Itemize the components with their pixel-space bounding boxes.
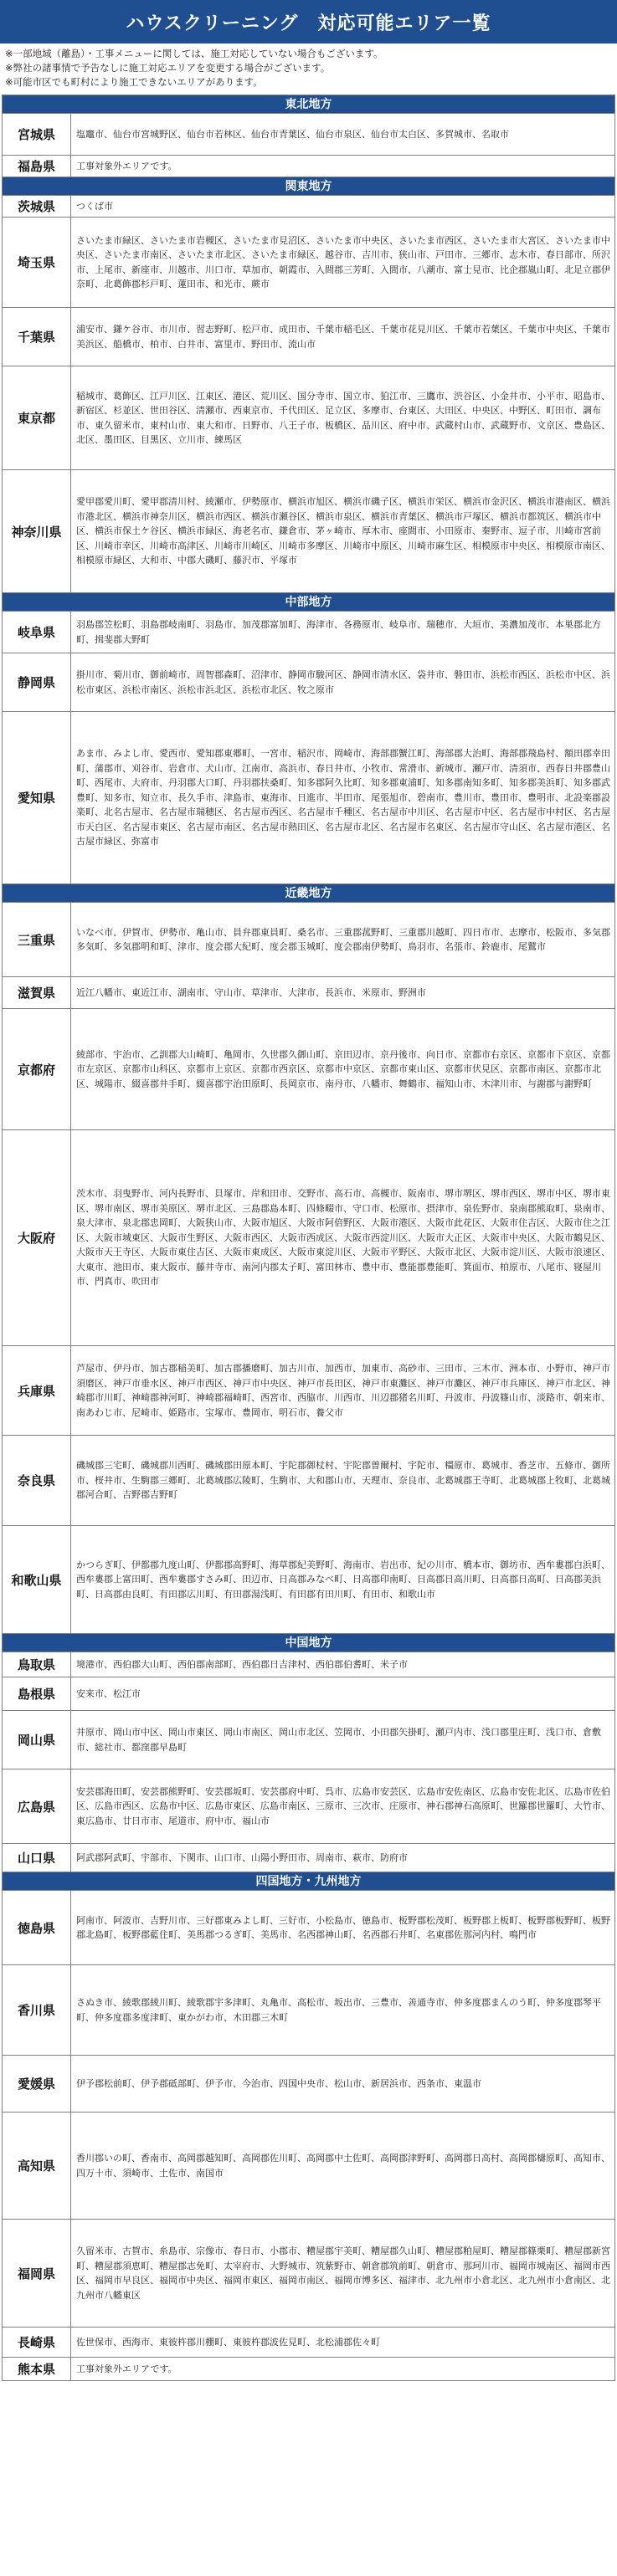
prefecture-name: 東京都 xyxy=(3,366,71,470)
prefecture-name: 神奈川県 xyxy=(3,470,71,593)
city-list: 磯城郡三宅町、磯城郡川西町、磯城郡田原本町、宇陀郡御杖村、宇陀郡曽爾村、宇陀市、橿原市、葛城市、香芝市、五條市、御所市、桜井市、生駒郡三郷町、北葛城郡広陵町、生駒市、大和郡山市、天理市、奈良市、北葛城郡王寺町、北葛城郡上牧町、北葛城郡河合町、吉野郡吉野町 xyxy=(71,1436,615,1526)
city-list: 井原市、岡山市中区、岡山市東区、岡山市南区、岡山市北区、笠岡市、小田郡矢掛町、瀬戸内市、浅口郡里庄町、浅口市、倉敷市、総社市、都窪郡早島町 xyxy=(71,1711,615,1769)
region-header-row xyxy=(3,1634,615,1652)
table-row xyxy=(3,1844,615,1872)
area-table xyxy=(2,95,615,2381)
region-header: 関東地方 xyxy=(3,177,615,196)
region-header-row xyxy=(3,884,615,903)
region-header: 中国地方 xyxy=(3,1634,615,1652)
region-header-row xyxy=(3,177,615,196)
region-header: 近畿地方 xyxy=(3,884,615,903)
table-row xyxy=(3,653,615,712)
region-header-row xyxy=(3,95,615,114)
city-list: 工事対象外エリアです。 xyxy=(71,156,615,177)
prefecture-name: 山口県 xyxy=(3,1844,71,1872)
table-row xyxy=(3,2220,615,2328)
city-list: つくば市 xyxy=(71,196,615,218)
table-row xyxy=(3,1769,615,1844)
city-list: 掛川市、菊川市、御前崎市、周智郡森町、沼津市、静岡市駿河区、静岡市清水区、袋井市、磐田市、浜松市西区、浜松市中区、浜松市東区、浜松市南区、浜松市浜北区、浜松市北区、牧之原市 xyxy=(71,653,615,712)
notes-block xyxy=(0,44,617,95)
table-row xyxy=(3,1891,615,1965)
table-row xyxy=(3,612,615,653)
city-list: 塩竈市、仙台市宮城野区、仙台市若林区、仙台市青葉区、仙台市泉区、仙台市太白区、多賀城市、名取市 xyxy=(71,114,615,156)
prefecture-name: 滋賀県 xyxy=(3,977,71,1009)
prefecture-name: 長崎県 xyxy=(3,2328,71,2358)
city-list: 阿南市、阿波市、吉野川市、三好郡東みよし町、三好市、小松島市、徳島市、板野郡松茂町、板野郡上板町、板野郡板野町、板野郡北島町、板野郡藍住町、美馬郡つるぎ町、美馬市、名西郡神山町、名西郡石井町、名東郡佐那河内村、鳴門市 xyxy=(71,1891,615,1965)
prefecture-name: 岡山県 xyxy=(3,1711,71,1769)
city-list: あま市、みよし市、愛西市、愛知郡東郷町、一宮市、稲沢市、岡崎市、海部郡蟹江町、海部郡大治町、海部郡飛島村、額田郡幸田町、蒲郡市、刈谷市、岩倉市、犬山市、江南市、高浜市、春日井市、小牧市、常滑市、新城市、瀬戸市、清須市、西春日井郡豊山町、西尾市、大府市、丹羽郡大口町、丹羽郡扶桑町、知多郡阿久比町、知多郡東浦町、知多郡南知多町、知多郡美浜町、知多郡武豊町、知多市、知立市、長久手市、津島市、東海市、日進市、半田市、尾張旭市、碧南市、豊川市、豊田市、豊明市、北設楽郡設楽町、北名古屋市、名古屋市瑞穂区、名古屋市西区、名古屋市千種区、名古屋市中川区、名古屋市中区、名古屋市中村区、名古屋市天白区、名古屋市東区、名古屋市南区、名古屋市熱田区、名古屋市北区、名古屋市名東区、名古屋市守山区、名古屋市港区、名古屋市緑区、弥富市 xyxy=(71,712,615,884)
table-row xyxy=(3,1677,615,1711)
table-row xyxy=(3,903,615,977)
table-row xyxy=(3,2358,615,2381)
city-list: 佐世保市、西海市、東彼杵郡川棚町、東彼杵郡波佐見町、北松浦郡佐々町 xyxy=(71,2328,615,2358)
prefecture-name: 愛知県 xyxy=(3,712,71,884)
table-row xyxy=(3,366,615,470)
table-row xyxy=(3,156,615,177)
table-row xyxy=(3,977,615,1009)
table-row xyxy=(3,712,615,884)
table-row xyxy=(3,2113,615,2220)
city-list: さぬき市、綾歌郡綾川町、綾歌郡宇多津町、丸亀市、高松市、坂出市、三豊市、善通寺市、仲多度郡まんのう町、仲多度郡琴平町、仲多度郡多度津町、東かがわ市、木田郡三木町 xyxy=(71,1965,615,2056)
city-list: かつらぎ町、伊都郡九度山町、伊都郡高野町、海草郡紀美野町、海南市、岩出市、紀の川市、橋本市、御坊市、西牟婁郡白浜町、西牟婁郡上富田町、西牟婁郡すさみ町、田辺市、日高郡みなべ町、日高郡印南町、日高郡日高川町、日高郡日高町、日高郡美浜町、日高郡由良町、有田郡広川町、有田郡湯浅町、有田郡有田川町、有田市、和歌山市 xyxy=(71,1526,615,1634)
city-list: 羽島郡笠松町、羽島郡岐南町、羽島市、加茂郡富加町、海津市、各務原市、岐阜市、瑞穂市、大垣市、美濃加茂市、本巣郡北方町、揖斐郡大野町 xyxy=(71,612,615,653)
city-list: 近江八幡市、東近江市、湖南市、守山市、草津市、大津市、長浜市、米原市、野洲市 xyxy=(71,977,615,1009)
table-row xyxy=(3,2328,615,2358)
note-line: ※可能市区でも町村により施工できないエリアがあります。 xyxy=(5,76,263,88)
city-list: 綾部市、宇治市、乙訓郡大山崎町、亀岡市、久世郡久御山町、京田辺市、京丹後市、向日市、京都市右京区、京都市下京区、京都市左京区、京都市山科区、京都市上京区、京都市西京区、京都市中京区、京都市東山区、京都市伏見区、京都市南区、京都市北区、城陽市、綴喜郡井手町、綴喜郡宇治田原町、長岡京市、南丹市、八幡市、舞鶴市、福知山市、木津川市、与謝郡与謝野町 xyxy=(71,1009,615,1130)
prefecture-name: 徳島県 xyxy=(3,1891,71,1965)
region-header-row xyxy=(3,1872,615,1891)
table-row xyxy=(3,218,615,308)
city-list: 阿武郡阿武町、宇部市、下関市、山口市、山陽小野田市、周南市、萩市、防府市 xyxy=(71,1844,615,1872)
table-row xyxy=(3,1711,615,1769)
table-row xyxy=(3,1965,615,2056)
region-header-row xyxy=(3,593,615,612)
prefecture-name: 鳥取県 xyxy=(3,1652,71,1677)
city-list: 浦安市、鎌ケ谷市、市川市、習志野町、松戸市、成田市、千葉市稲毛区、千葉市花見川区、千葉市若葉区、千葉市中央区、千葉市美浜区、船橋市、柏市、白井市、富里市、野田市、流山市 xyxy=(71,308,615,366)
note-line: ※弊社の諸事情で予告なしに施工対応エリアを変更する場合がございます。 xyxy=(5,62,331,74)
prefecture-name: 広島県 xyxy=(3,1769,71,1844)
prefecture-name: 京都府 xyxy=(3,1009,71,1130)
city-list: 久留米市、古賀市、糸島市、宗像市、春日市、小郡市、糟屋郡宇美町、糟屋郡久山町、糟屋郡粕屋町、糟屋郡篠栗町、糟屋郡新宮町、糟屋郡須恵町、糟屋郡志免町、太宰府市、大野城市、筑紫野市、朝倉郡筑前町、朝倉市、那珂川市、福岡市城南区、福岡市西区、福岡市早良区、福岡市中央区、福岡市東区、福岡市南区、福岡市博多区、福津市、北九州市小倉北区、北九州市小倉南区、北九州市八幡東区 xyxy=(71,2220,615,2328)
city-list: 安芸郡海田町、安芸郡熊野町、安芸郡坂町、安芸郡府中町、呉市、広島市安芸区、広島市安佐南区、広島市安佐北区、広島市佐伯区、広島市西区、広島市中区、広島市東区、広島市南区、三原市、三次市、庄原市、神石郡神石高原町、世羅郡世羅町、大竹市、東広島市、廿日市市、尾道市、府中市、福山市 xyxy=(71,1769,615,1844)
city-list: さいたま市緑区、さいたま市岩槻区、さいたま市見沼区、さいたま市中央区、さいたま市西区、さいたま市大宮区、さいたま市中央区、さいたま市南区、さいたま市北区、さいたま市緑区、越谷市、吉川市、狭山市、戸田市、三郷市、志木市、春日部市、所沢市、上尾市、新座市、川越市、川口市、草加市、朝霞市、入間郡三芳町、入間市、八潮市、富士見市、比企郡嵐山町、北足立郡伊奈町、北葛飾郡杉戸町、蓮田市、和光市、蕨市 xyxy=(71,218,615,308)
note-line: ※一部地域（離島）・工事メニューに関しては、施工対応していない場合もございます。 xyxy=(5,48,383,59)
table-row xyxy=(3,2056,615,2113)
prefecture-name: 高知県 xyxy=(3,2113,71,2220)
page-title: ハウスクリーニング 対応可能エリア一覧 xyxy=(0,0,617,44)
prefecture-name: 福島県 xyxy=(3,156,71,177)
city-list: 愛甲郡愛川町、愛甲郡清川村、綾瀬市、伊勢原市、横浜市旭区、横浜市磯子区、横浜市栄区、横浜市金沢区、横浜市港南区、横浜市港北区、横浜市神奈川区、横浜市西区、横浜市瀬谷区、横浜市泉区、横浜市青葉区、横浜市戸塚区、横浜市都筑区、横浜市中区、横浜市保土ケ谷区、横浜市緑区、海老名市、鎌倉市、茅ヶ崎市、厚木市、座間市、小田原市、秦野市、逗子市、川崎市宮前区、川崎市幸区、川崎市高津区、川崎市川崎区、川崎市多摩区、川崎市中原区、川崎市麻生区、相模原市中央区、相模原市南区、相模原市緑区、大和市、中郡大磯町、藤沢市、平塚市 xyxy=(71,470,615,593)
region-header: 東北地方 xyxy=(3,95,615,114)
prefecture-name: 熊本県 xyxy=(3,2358,71,2381)
city-list: いなべ市、伊賀市、伊勢市、亀山市、員弁郡東員町、桑名市、三重郡菰野町、三重郡川越町、四日市市、志摩市、松阪市、多気郡多気町、多気郡明和町、津市、度会郡大紀町、度会郡玉城町、度会郡南伊勢町、鳥羽市、名張市、鈴鹿市、尾鷲市 xyxy=(71,903,615,977)
prefecture-name: 茨城県 xyxy=(3,196,71,218)
city-list: 伊予郡松前町、伊予郡砥部町、伊予市、今治市、四国中央市、松山市、新居浜市、西条市、東温市 xyxy=(71,2056,615,2113)
table-row xyxy=(3,1346,615,1436)
city-list: 茨木市、羽曳野市、河内長野市、貝塚市、岸和田市、交野市、高石市、高槻市、阪南市、堺市堺区、堺市西区、堺市中区、堺市東区、堺市南区、堺市美原区、堺市北区、三島郡島本町、四條畷市、守口市、松原市、摂津市、泉佐野市、泉南郡熊取町、泉南市、泉大津市、泉北郡忠岡町、大阪狭山市、大阪市旭区、大阪市阿倍野区、大阪市港区、大阪市此花区、大阪市住吉区、大阪市住之江区、大阪市城東区、大阪市生野区、大阪市西区、大阪市西成区、大阪市西淀川区、大阪市大正区、大阪市中央区、大阪市鶴見区、大阪市天王寺区、大阪市東住吉区、大阪市東成区、大阪市東淀川区、大阪市平野区、大阪市北区、大阪市淀川区、大阪市浪速区、大東市、池田市、東大阪市、藤井寺市、南河内郡太子町、富田林市、豊中市、豊能郡豊能町、箕面市、柏原市、八尾市、寝屋川市、門真市、吹田市 xyxy=(71,1130,615,1346)
table-row xyxy=(3,1130,615,1346)
prefecture-name: 三重県 xyxy=(3,903,71,977)
prefecture-name: 静岡県 xyxy=(3,653,71,712)
prefecture-name: 愛媛県 xyxy=(3,2056,71,2113)
prefecture-name: 福岡県 xyxy=(3,2220,71,2328)
city-list: 香川郡いの町、香南市、高岡郡越知町、高岡郡佐川町、高岡郡中土佐町、高岡郡津野町、高岡郡日高村、高岡郡檮原町、高知市、四万十市、須崎市、土佐市、南国市 xyxy=(71,2113,615,2220)
prefecture-name: 埼玉県 xyxy=(3,218,71,308)
prefecture-name: 千葉県 xyxy=(3,308,71,366)
region-header: 四国地方・九州地方 xyxy=(3,1872,615,1891)
city-list: 工事対象外エリアです。 xyxy=(71,2358,615,2381)
prefecture-name: 兵庫県 xyxy=(3,1346,71,1436)
city-list: 境港市、西伯郡大山町、西伯郡南部町、西伯郡日吉津村、西伯郡伯耆町、米子市 xyxy=(71,1652,615,1677)
prefecture-name: 和歌山県 xyxy=(3,1526,71,1634)
prefecture-name: 島根県 xyxy=(3,1677,71,1711)
prefecture-name: 宮城県 xyxy=(3,114,71,156)
table-row xyxy=(3,1009,615,1130)
prefecture-name: 岐阜県 xyxy=(3,612,71,653)
table-row xyxy=(3,1436,615,1526)
table-row xyxy=(3,114,615,156)
region-header: 中部地方 xyxy=(3,593,615,612)
table-row xyxy=(3,1652,615,1677)
prefecture-name: 大阪府 xyxy=(3,1130,71,1346)
city-list: 安来市、松江市 xyxy=(71,1677,615,1711)
table-row xyxy=(3,308,615,366)
table-row xyxy=(3,1526,615,1634)
prefecture-name: 奈良県 xyxy=(3,1436,71,1526)
city-list: 稲城市、葛飾区、江戸川区、江東区、港区、荒川区、国分寺市、国立市、狛江市、三鷹市、渋谷区、小金井市、小平市、昭島市、新宿区、杉並区、世田谷区、清瀬市、西東京市、千代田区、足立区、多摩市、台東区、大田区、中央区、中野区、町田市、調布市、東久留米市、東村山市、東大和市、日野市、八王子市、板橋区、品川区、府中市、武蔵村山市、武蔵野市、文京区、豊島区、北区、墨田区、目黒区、立川市、練馬区 xyxy=(71,366,615,470)
prefecture-name: 香川県 xyxy=(3,1965,71,2056)
city-list: 芦屋市、伊丹市、加古郡稲美町、加古郡播磨町、加古川市、加西市、加東市、高砂市、三田市、三木市、洲本市、小野市、神戸市須磨区、神戸市垂水区、神戸市西区、神戸市中央区、神戸市長田区、神戸市東灘区、神戸市灘区、神戸市兵庫区、神戸市北区、神崎郡市川町、神崎郡神河町、神崎郡福崎町、西宮市、西脇市、川西市、川辺郡猪名川町、丹波市、丹波篠山市、淡路市、朝来市、南あわじ市、尼崎市、姫路市、宝塚市、豊岡市、明石市、養父市 xyxy=(71,1346,615,1436)
table-row xyxy=(3,470,615,593)
table-row xyxy=(3,196,615,218)
